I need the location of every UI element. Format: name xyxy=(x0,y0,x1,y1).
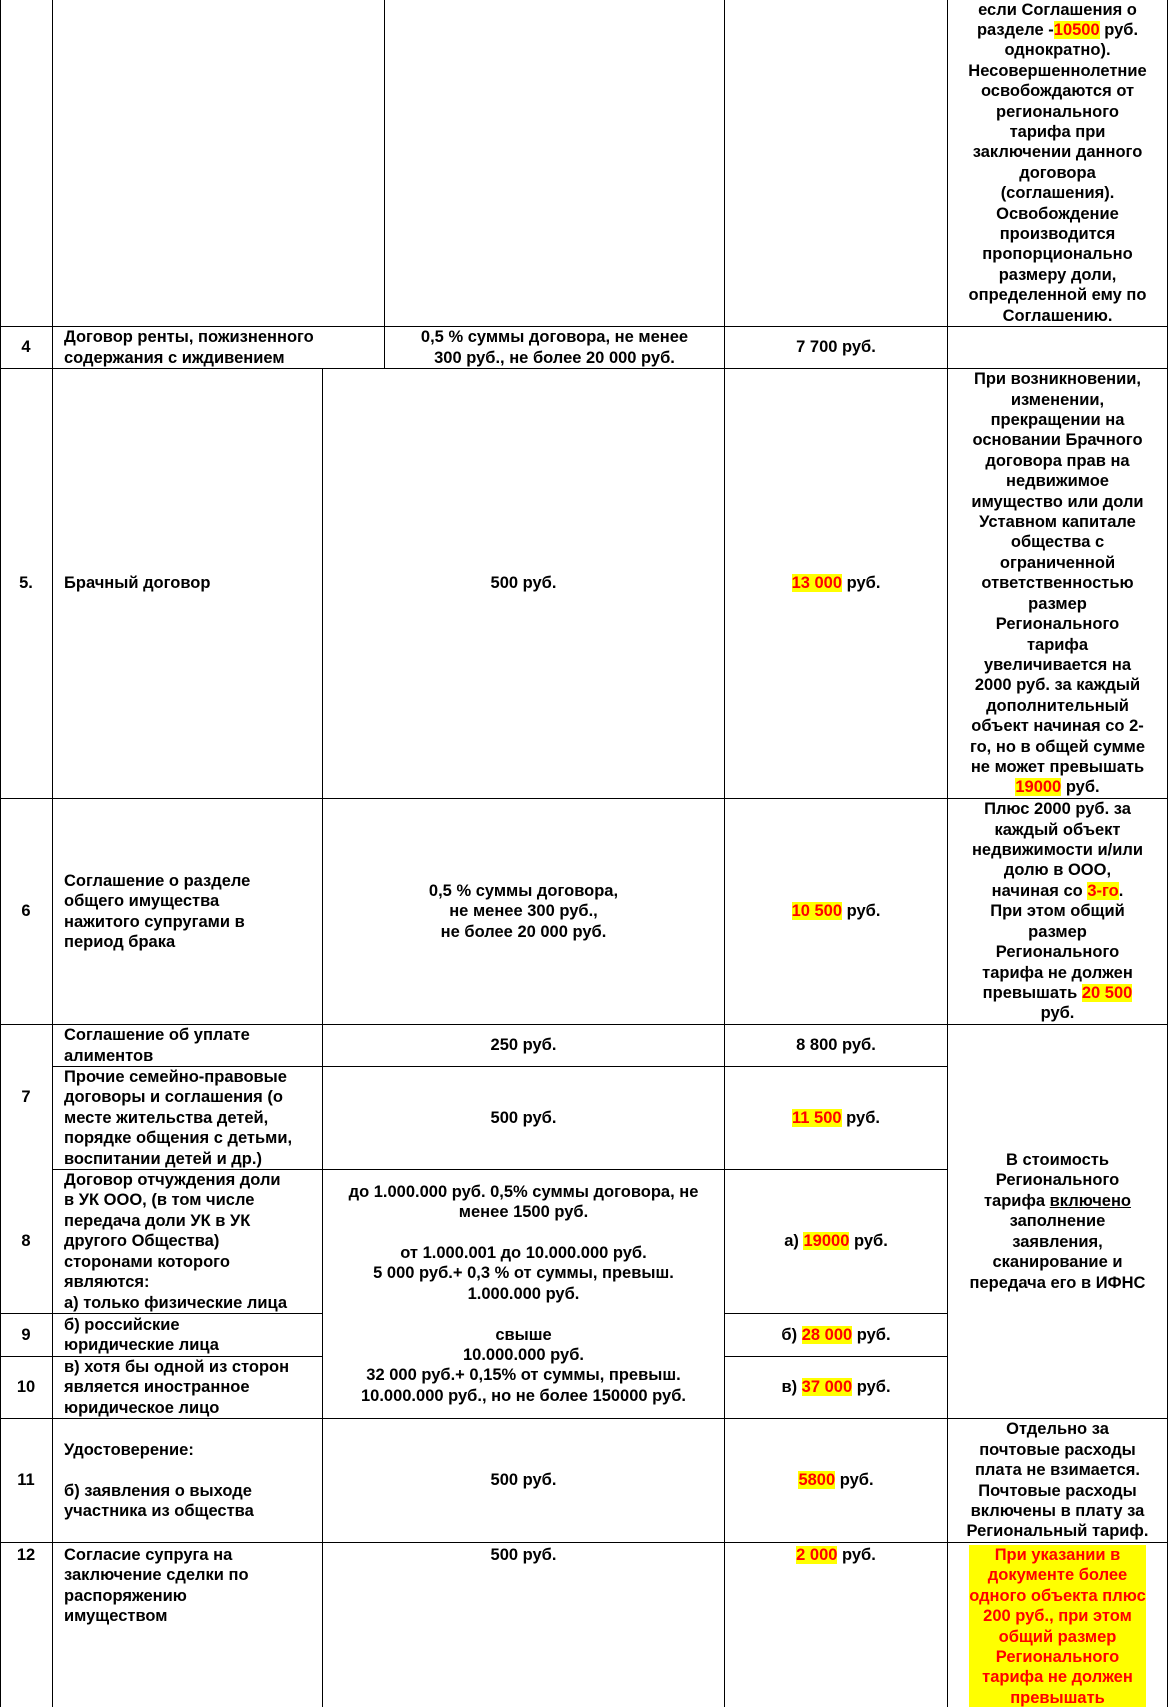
row-7b-federal-fee: 500 руб. xyxy=(490,1108,557,1127)
table-border-right xyxy=(1167,0,1168,1707)
row-7a-federal-fee: 250 руб. xyxy=(490,1036,557,1055)
row-6-federal-fee: 0,5 % суммы договора, не менее 300 руб., не более 20 000 руб. xyxy=(428,881,619,941)
row-8-name: Договор отчуждения доли в УК ООО, (в том числе передача доли УК в УК другого Общества) сторонами которого являются: а) только физические лица xyxy=(64,1171,288,1312)
row-9-regional-fee: б) 28 000 руб. xyxy=(781,1325,891,1344)
row-12-note: При указании в документе более одного объекта плюс 200 руб., при этом общий размер Регионального тарифа не должен превышать xyxy=(969,1546,1146,1707)
row-8-regional-fee: а) 19000 руб. xyxy=(784,1232,888,1251)
row-11-number: 11 xyxy=(17,1471,35,1490)
row-11-name: Удостоверение: б) заявления о выходе участника из общества xyxy=(64,1440,254,1520)
row-7a-name: Соглашение об уплате алиментов xyxy=(64,1026,250,1065)
row-4-federal-fee: 0,5 % суммы договора, не менее 300 руб., не более 20 000 руб. xyxy=(420,328,689,367)
row-11-regional-fee: 5800 руб. xyxy=(798,1471,874,1490)
row-6-name: Соглашение о разделе общего имущества нажитого супругами в период брака xyxy=(64,871,251,951)
row-11-note: Отдельно за почтовые расходы плата не взимается. Почтовые расходы включены в плату за Региональный тариф. xyxy=(966,1420,1149,1541)
share-transfer-federal-fee: до 1.000.000 руб. 0,5% суммы договора, не менее 1500 руб. от 1.000.001 до 10.000.000 руб. 5 000 руб.+ 0,3 % от суммы, превыш. 1.000.000 руб. свыше 10.000.000 руб. 32 000 руб.+ 0,15% от суммы, превыш. 10.000.000 руб., но не более 150000 руб. xyxy=(348,1182,699,1405)
row-7b-name: Прочие семейно-правовые договоры и соглашения (о месте жительства детей, порядке общения с детьми, воспитании детей и др.) xyxy=(64,1067,293,1168)
row-divider xyxy=(0,1542,1168,1543)
row-7a-regional-fee: 8 800 руб. xyxy=(796,1036,876,1055)
row-6-regional-fee: 10 500 руб. xyxy=(791,902,881,921)
column-divider xyxy=(52,0,53,1707)
row-12-federal-fee: 500 руб. xyxy=(490,1546,557,1564)
row-10-name: в) хотя бы одной из сторон является иностранное юридическое лицо xyxy=(64,1357,290,1417)
row-12-name: Согласие супруга на заключение сделки по распоряжению имуществом xyxy=(64,1546,249,1626)
row-12-regional-fee: 2 000 руб. xyxy=(796,1546,876,1564)
row-11-federal-fee: 500 руб. xyxy=(490,1471,557,1490)
row-9-name: б) российские юридические лица xyxy=(64,1315,219,1354)
continued-note-cell xyxy=(948,0,1167,326)
row-5-federal-fee: 500 руб. xyxy=(490,574,557,593)
row-4-regional-fee: 7 700 руб. xyxy=(796,338,876,357)
row-9-number: 9 xyxy=(21,1325,31,1344)
row-5-name: Брачный договор xyxy=(64,574,211,593)
row-5-number: 5. xyxy=(19,574,33,593)
row-10-regional-fee: в) 37 000 руб. xyxy=(781,1378,891,1397)
row-5-note: При возникновении, изменении, прекращении на основании Брачного договора прав на недвижимое имущество или доли Уставном капитале общества с ограниченной ответственностью размер Регионального тарифа увеличивается на 2000 руб. за каждый дополнительный объект начиная со 2- го, но в общей сумме не может превышать 19000 руб. xyxy=(969,370,1146,797)
row-6-number: 6 xyxy=(21,902,31,921)
row-5-regional-fee: 13 000 руб. xyxy=(791,574,881,593)
row-12-number: 12 xyxy=(16,1546,36,1564)
row-4-name: Договор ренты, пожизненного содержания с иждивением xyxy=(64,328,314,367)
row-10-number: 10 xyxy=(16,1378,36,1397)
row-6-note: Плюс 2000 руб. за каждый объект недвижимости и/или долю в ООО, начиная со 3-го. При этом общий размер Регионального тарифа не должен превышать 20 500 руб. xyxy=(971,800,1144,1023)
column-divider xyxy=(384,0,385,369)
row-4-number: 4 xyxy=(21,338,31,357)
row-8-number: 8 xyxy=(21,1232,31,1251)
row-7b-regional-fee: 11 500 руб. xyxy=(792,1108,880,1127)
merged-note-cell: В стоимость Регионального тарифа включено заполнение заявления, сканирование и передача его в ИФНС xyxy=(969,1151,1146,1292)
continued-note: если Соглашения о разделе -10500 руб. однократно). Несовершеннолетние освобождаются от регионального тарифа при заключении данного договора (соглашения). Освобождение производится пропорционально размеру доли, определенной ему по Соглашению. xyxy=(968,0,1147,325)
row-7-number: 7 xyxy=(21,1087,31,1106)
